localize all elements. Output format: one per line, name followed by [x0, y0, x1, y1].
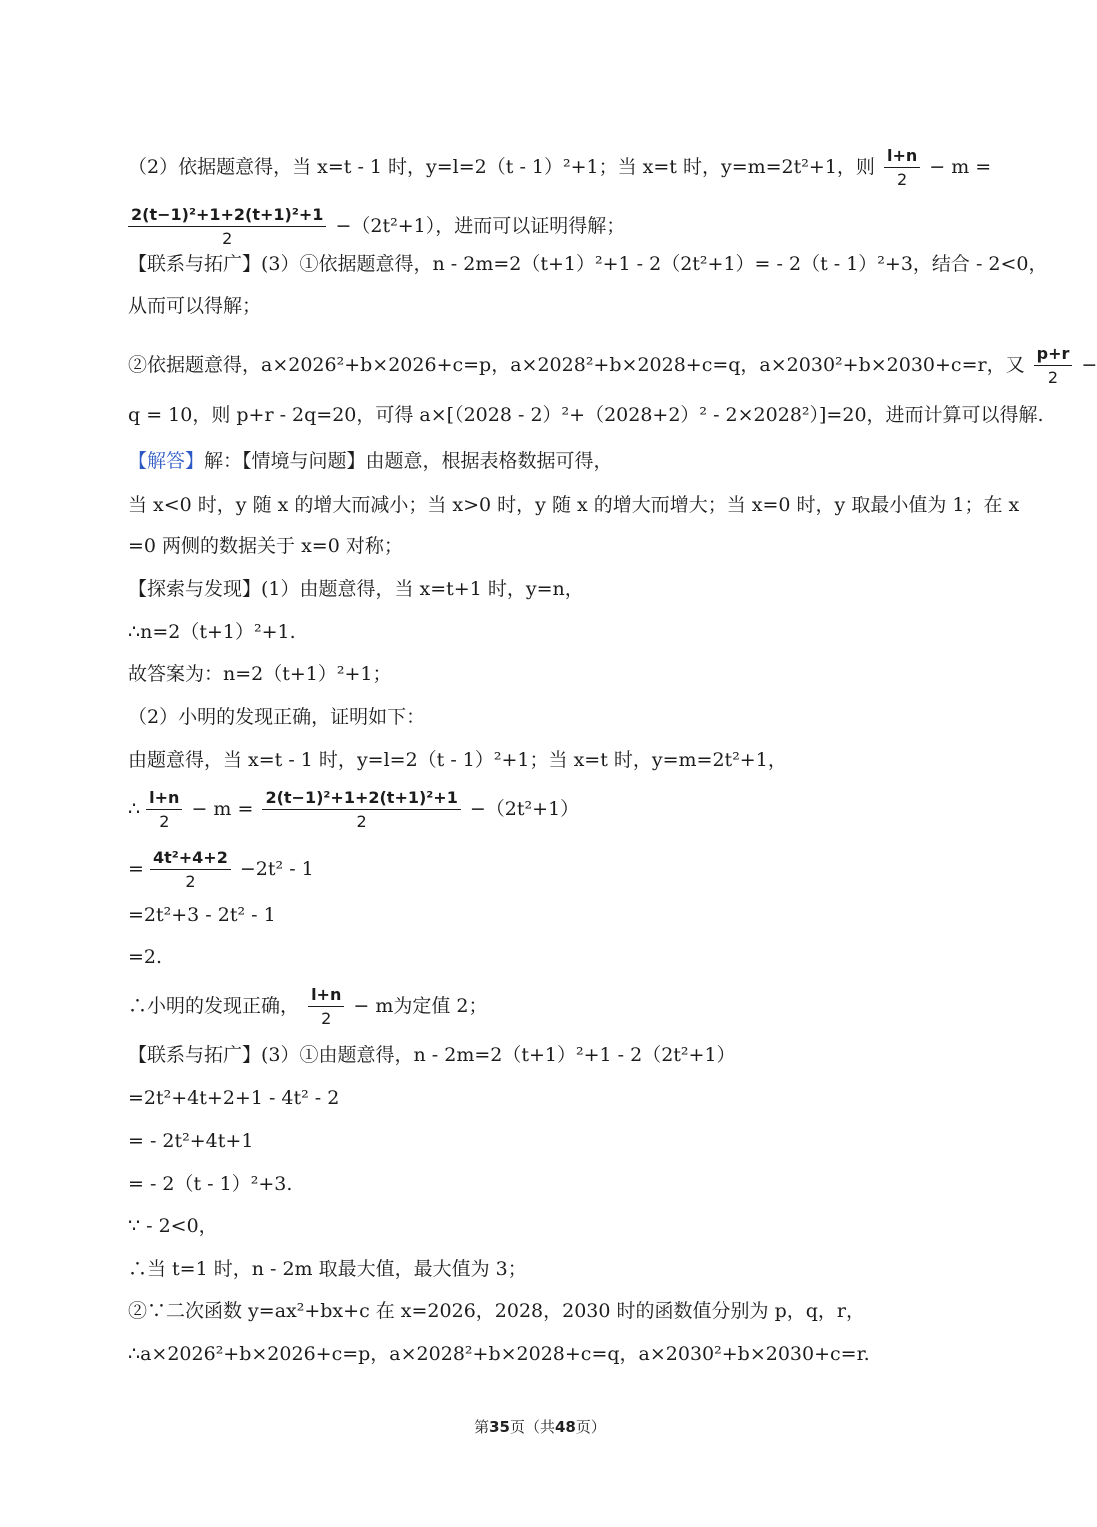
text-line-21: =2t²+4t+2+1 - 4t² - 2: [128, 1087, 340, 1109]
therefore-symbol: ∴: [128, 798, 141, 820]
fraction-quadratic-over-2: $\frac{\text{4t²+4+2}}{2}$: [150, 848, 231, 892]
footer-text: 第: [474, 1418, 490, 1436]
text-line-24: ∵ - 2<0，: [128, 1215, 218, 1237]
fraction-l-plus-n-over-2: $\frac{l+n}{2}$: [884, 146, 920, 190]
text-line: [128, 449, 613, 473]
text-line-5: ②依据题意得，a×2026²+b×2026+c=p，a×2028²+b×2028+c=q，a×2030²+b×2030+c=r，又: [128, 354, 1025, 376]
text-line-15-mid: − m =: [191, 798, 254, 820]
text-line-25: ∴当 t=1 时，n - 2m 取最大值，最大值为 3；: [128, 1258, 527, 1280]
footer-text: 页（共: [509, 1418, 555, 1436]
text-line-2: −（2t²+1），进而可以证明得解；: [335, 215, 626, 237]
text-line-17: =2t²+3 - 2t² - 1: [128, 904, 276, 926]
text-line-13: （2）小明的发现正确，证明如下：: [128, 706, 426, 728]
text-line: [128, 344, 1097, 388]
fraction-big-expression: $\frac{\text{2(t−1)²+1+2(t+1)²+1}}{2}$: [262, 788, 460, 832]
text-line-15-tail: −（2t²+1）: [469, 798, 580, 820]
text-line-20: 【联系与拓广】(3）①由题意得，n - 2m=2（t+1）²+1 - 2（2t²+1）: [128, 1044, 736, 1066]
footer-text: 页）: [575, 1418, 606, 1436]
text-line-9: =0 两侧的数据关于 x=0 对称；: [128, 535, 403, 557]
fraction-p-plus-r-over-2: $\frac{p+r}{2}$: [1034, 344, 1073, 388]
text-line-7: 解：【情境与问题】由题意，根据表格数据可得，: [204, 450, 613, 472]
text-line-4: 从而可以得解；: [128, 295, 262, 317]
text-line-22: = - 2t²+4t+1: [128, 1130, 254, 1152]
text-line-1: （2）依据题意得，当 x=t - 1 时，y=l=2（t - 1）²+1；当 x=t 时，y=m=2t²+1，则: [128, 156, 875, 178]
text-line: [128, 848, 314, 892]
text-line: [128, 205, 625, 249]
fraction-l-plus-n-over-2: $\frac{l+n}{2}$: [146, 788, 182, 832]
text-line-12: 故答案为：n=2（t+1）²+1；: [128, 663, 392, 685]
text-line-11: ∴n=2（t+1）²+1.: [128, 621, 296, 643]
text-line-18: =2.: [128, 946, 163, 968]
text-line-26: ②∵二次函数 y=ax²+bx+c 在 x=2026，2028，2030 时的函数值分别为 p，q，r，: [128, 1300, 865, 1322]
text-line-5-tail: −: [1081, 354, 1097, 376]
text-line-8: 当 x<0 时，y 随 x 的增大而减小；当 x>0 时，y 随 x 的增大而增大；当 x=0 时，y 取最小值为 1；在 x: [128, 494, 1020, 516]
fraction-big-expression: $\frac{\text{2(t−1)²+1+2(t+1)²+1}}{2}$: [128, 205, 326, 249]
answer-label: 【解答】: [128, 450, 205, 472]
text-line-16-tail: −2t² - 1: [239, 858, 314, 880]
text-line-23: = - 2（t - 1）²+3.: [128, 1173, 293, 1195]
fraction-l-plus-n-over-2: $\frac{l+n}{2}$: [308, 985, 344, 1029]
page-number: 35: [489, 1418, 510, 1436]
page-footer: [0, 1416, 1080, 1437]
total-pages: 48: [555, 1418, 576, 1436]
text-line-1-tail: − m =: [929, 156, 992, 178]
text-line-10: 【探索与发现】(1）由题意得，当 x=t+1 时，y=n，: [128, 578, 584, 600]
text-line-14: 由题意得，当 x=t - 1 时，y=l=2（t - 1）²+1；当 x=t 时，y=m=2t²+1，: [128, 749, 787, 771]
text-line: [128, 146, 991, 190]
text-line-19-tail: − m为定值 2；: [353, 995, 488, 1017]
text-line-3: 【联系与拓广】(3）①依据题意得，n - 2m=2（t+1）²+1 - 2（2t²+1）= - 2（t - 1）²+3，结合 - 2<0，: [128, 253, 1048, 275]
text-line-6: q = 10，则 p+r - 2q=20，可得 a×[（2028 - 2）²+（2028+2）² - 2×2028²）]=20，进而计算可以得解.: [128, 404, 1044, 426]
text-line-27: ∴a×2026²+b×2026+c=p，a×2028²+b×2028+c=q，a×2030²+b×2030+c=r.: [128, 1343, 870, 1365]
text-line: [128, 788, 579, 832]
text-line-19: ∴小明的发现正确，: [128, 995, 300, 1017]
equals-sign: =: [128, 858, 144, 880]
text-line: [128, 985, 488, 1029]
